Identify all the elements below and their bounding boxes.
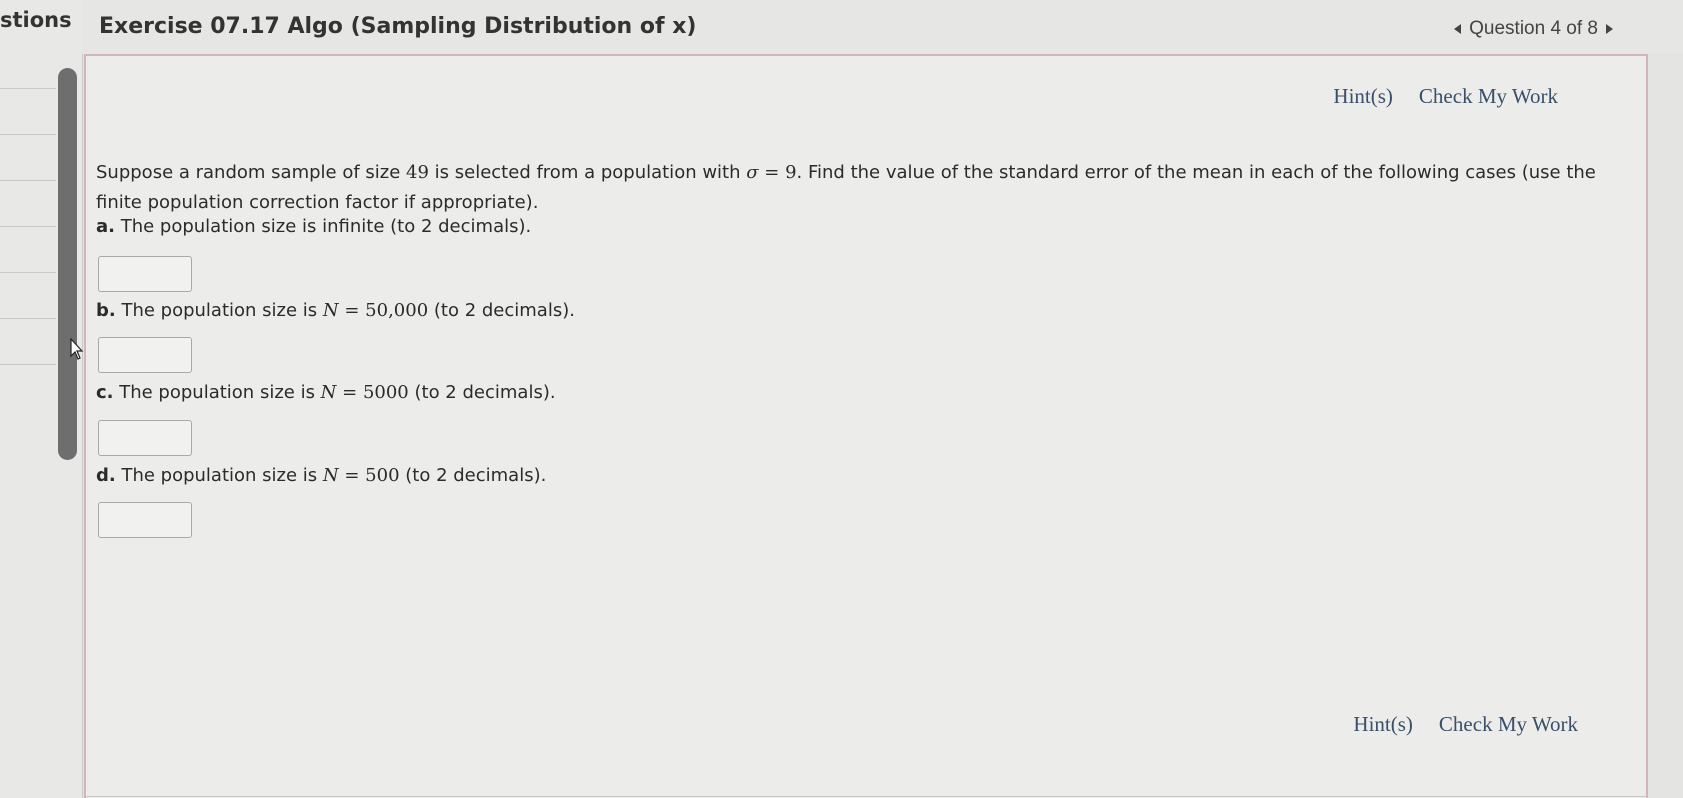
question-panel bbox=[84, 54, 1648, 798]
part-text: The population size is bbox=[113, 382, 321, 403]
question-text bbox=[96, 158, 1596, 218]
equals-sign: = bbox=[338, 465, 366, 486]
part-text: The population size is infinite (to 2 decimals). bbox=[114, 216, 532, 237]
intro-text: Suppose a random sample of size bbox=[96, 162, 407, 183]
scrollbar-thumb[interactable] bbox=[58, 68, 77, 460]
next-question-icon[interactable] bbox=[1606, 24, 1613, 34]
questions-heading: stions bbox=[0, 8, 72, 32]
hints-link[interactable]: Hint(s) bbox=[1333, 84, 1393, 108]
equals-sign: = bbox=[336, 382, 363, 403]
check-my-work-link[interactable]: Check My Work bbox=[1438, 712, 1578, 736]
n-variable: N bbox=[322, 300, 339, 321]
list-divider bbox=[0, 134, 56, 135]
part-text: (to 2 decimals). bbox=[408, 382, 556, 403]
population-size-value: 5000 bbox=[362, 382, 409, 403]
sigma-value: 9 bbox=[785, 162, 797, 183]
part-d bbox=[96, 465, 546, 486]
part-text: (to 2 decimals). bbox=[428, 300, 575, 321]
sample-size-value: 49 bbox=[406, 162, 429, 183]
part-text: The population size is bbox=[115, 465, 323, 486]
part-a bbox=[96, 216, 531, 237]
answer-c-input[interactable] bbox=[98, 420, 192, 456]
intro-text: is selected from a population with bbox=[428, 162, 747, 183]
equals-sign: = bbox=[338, 300, 366, 321]
list-divider bbox=[0, 318, 56, 319]
answer-b-input[interactable] bbox=[98, 337, 192, 373]
part-label: d. bbox=[96, 465, 116, 486]
bottom-actions bbox=[1353, 712, 1578, 737]
exercise-header bbox=[82, 0, 1683, 54]
part-label: c. bbox=[96, 382, 114, 403]
part-text: (to 2 decimals). bbox=[399, 465, 547, 486]
part-text: The population size is bbox=[115, 300, 323, 321]
list-divider bbox=[0, 226, 56, 227]
question-navigator bbox=[1454, 18, 1613, 40]
mouse-cursor-icon bbox=[70, 338, 84, 364]
population-size-value: 50,000 bbox=[365, 300, 429, 321]
intro-text: . Find the value of the standard error of the mean in each of the following cases (use the finite population correction factor if appropriate). bbox=[96, 162, 1596, 213]
hints-link[interactable]: Hint(s) bbox=[1353, 712, 1413, 736]
question-counter: Question 4 of 8 bbox=[1469, 18, 1598, 39]
population-size-value: 500 bbox=[365, 465, 400, 486]
part-label: a. bbox=[96, 216, 115, 237]
top-actions bbox=[1333, 84, 1558, 109]
n-variable: N bbox=[322, 465, 339, 486]
list-divider bbox=[0, 180, 56, 181]
check-my-work-link[interactable]: Check My Work bbox=[1418, 84, 1558, 108]
part-c bbox=[96, 382, 556, 403]
list-divider bbox=[0, 88, 56, 89]
answer-a-input[interactable] bbox=[98, 256, 192, 292]
answer-d-input[interactable] bbox=[98, 502, 192, 538]
n-variable: N bbox=[320, 382, 337, 403]
part-b bbox=[96, 300, 575, 321]
equals-sign: = bbox=[758, 162, 786, 183]
exercise-title: Exercise 07.17 Algo (Sampling Distribution of x) bbox=[99, 14, 697, 39]
part-label: b. bbox=[96, 300, 116, 321]
list-divider bbox=[0, 272, 56, 273]
left-question-list bbox=[0, 0, 83, 798]
sigma-symbol: σ bbox=[746, 162, 759, 183]
previous-question-icon[interactable] bbox=[1454, 24, 1461, 34]
list-divider bbox=[0, 364, 56, 365]
panel-divider bbox=[86, 796, 1646, 797]
